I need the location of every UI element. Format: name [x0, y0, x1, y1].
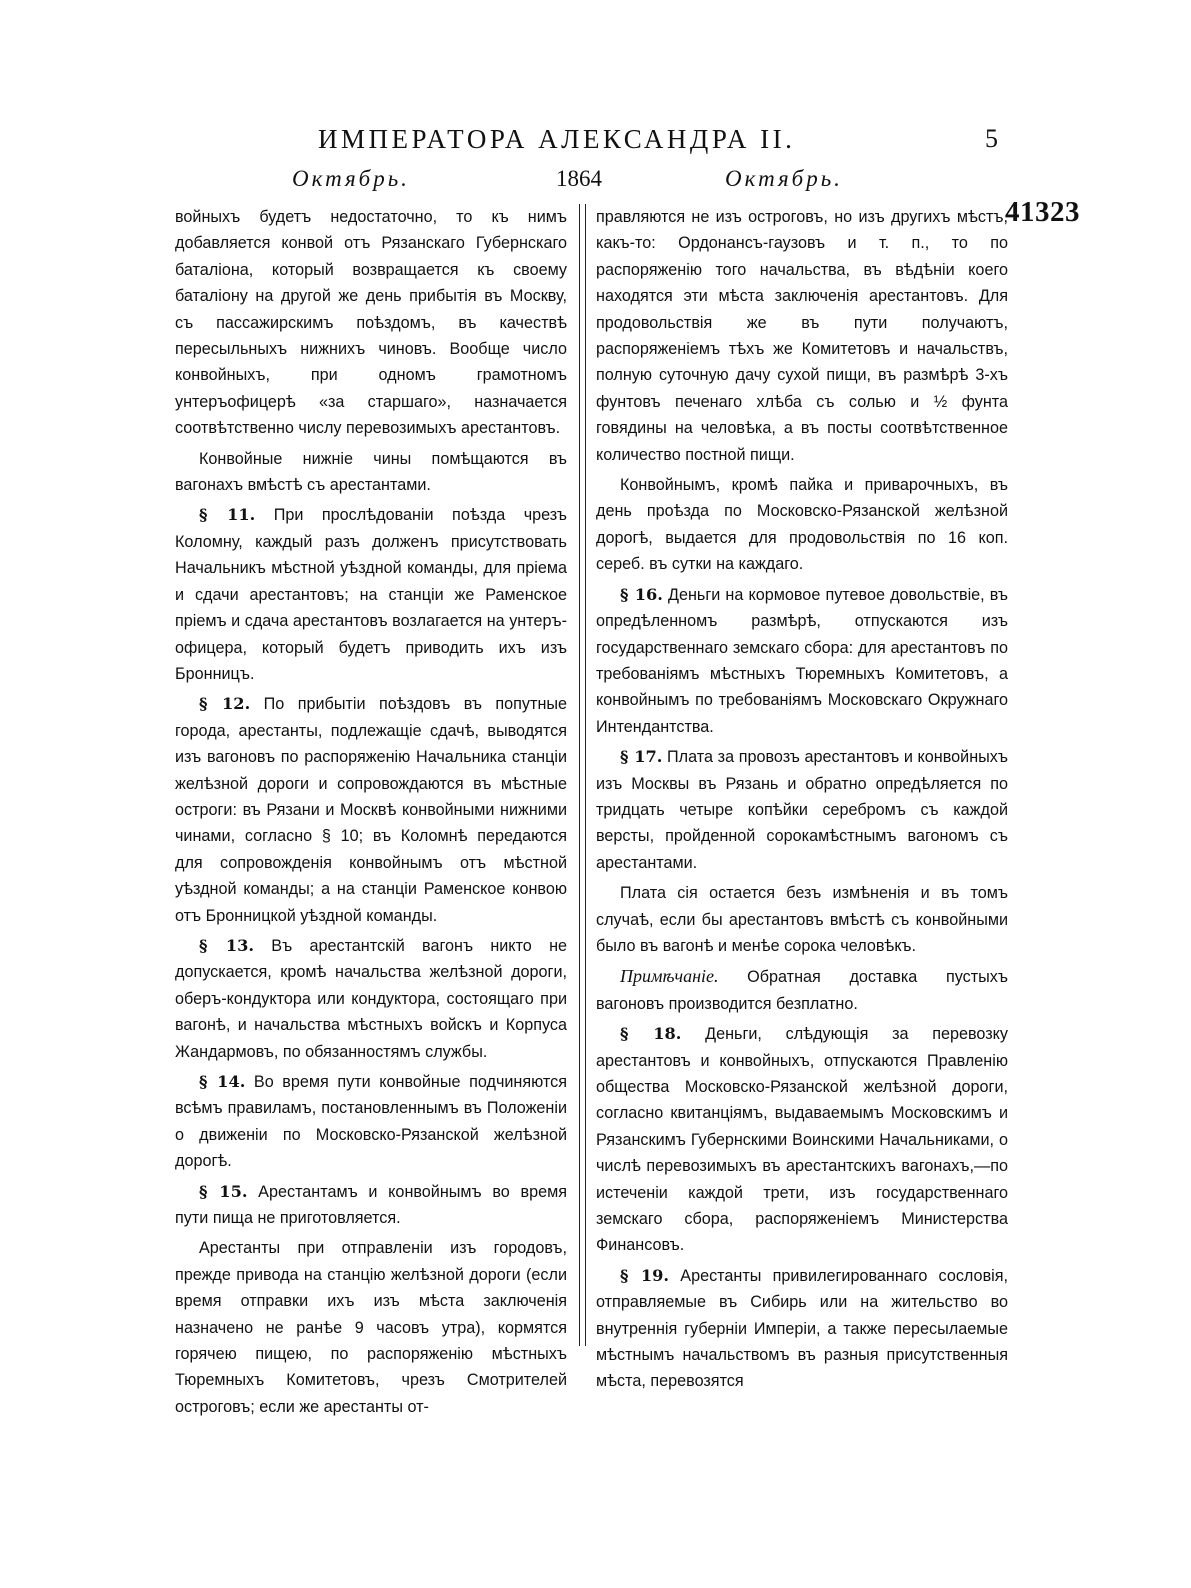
- right-column: [596, 204, 1008, 1399]
- section-11: [175, 502, 567, 687]
- section-text: Арестанты привилегированнаго сословія, отправляемые въ Сибирь или на жительство во внутреннія губерніи Имперіи, а также пересылаемые мѣстнымъ начальствомъ въ разныя присутственныя мѣста, перевозятся: [596, 1266, 1009, 1391]
- note: [596, 963, 1008, 1017]
- note-text: Обратная доставка пустыхъ вагоновъ производится безплатно.: [596, 968, 1008, 1013]
- section-14: [175, 1069, 567, 1175]
- month-right: Октябрь.: [725, 166, 843, 191]
- section-text: Арестантамъ и конвойнымъ во время пути пища не приготовляется.: [175, 1182, 567, 1228]
- section-number: § 16.: [620, 584, 663, 604]
- section-number: § 13.: [199, 935, 255, 955]
- section-number: § 17.: [620, 747, 663, 767]
- section-text: По прибытіи поѣздовъ въ попутные города, арестанты, подлежащіе сдачѣ, выводятся изъ вагоновъ по распоряженію Начальника станціи желѣзной дороги и сопровождаются въ мѣстные остроги: въ Рязани и Москвѣ конвойными нижними чинами, согласно § 10; въ Коломнѣ передаются для сопровожденія конвойнымъ отъ мѣстной уѣздной команды; а на станціи Раменское конвою отъ Бронницкой уѣздной команды.: [175, 695, 568, 925]
- running-header: [0, 124, 1191, 164]
- paragraph: Арестанты при отправленіи изъ городовъ, прежде привода на станцію желѣзной дороги (если время отправки ихъ изъ мѣста заключенія назначено не ранѣе 9 часовъ утра), кормятся горячею пищею, по распоряженію мѣстныхъ Тюремныхъ Комитетовъ, чрезъ Смотрителей остроговъ; если же арестанты от-: [175, 1239, 567, 1416]
- paragraph: Конвойные нижніе чины помѣщаются въ вагонахъ вмѣстѣ съ арестантами.: [175, 449, 567, 495]
- section-number: § 14.: [199, 1072, 246, 1091]
- section-number: § 12.: [199, 694, 251, 714]
- page-number: 5: [985, 124, 998, 153]
- section-16: [596, 582, 1008, 740]
- paragraph: Плата сія остается безъ измѣненія и въ томъ случаѣ, если бы арестантовъ вмѣстѣ съ конвойными было въ вагонѣ и менѣе сорока человѣкъ.: [596, 884, 1008, 955]
- section-number: § 18.: [620, 1024, 682, 1044]
- paragraph: правляются не изъ остроговъ, но изъ другихъ мѣстъ, какъ-то: Ордонансъ-гаузовъ и т. п., то по распоряженію того начальства, въ вѣдѣніи коего находятся эти мѣста заключенія арестантовъ. Для продовольствія же въ пути получаютъ, распоряженіемъ тѣхъ же Комитетовъ и начальствъ, полную суточную дачу сухой пищи, въ размѣрѣ 3-хъ фунтовъ печенаго хлѣба съ солью и ½ фунта говядины на человѣка, а въ посты соотвѣтственное количество постной пищи.: [596, 208, 1008, 464]
- section-19: [596, 1263, 1008, 1395]
- column-divider: [579, 204, 586, 1346]
- law-number: 41323: [1005, 196, 1080, 228]
- section-text: Деньги, слѣдующія за перевозку арестантовъ и конвойныхъ, отпускаются Правленію общества Московско-Рязанской желѣзной дороги, согласно квитанціямъ, выдаваемымъ Московскимъ и Рязанскимъ Губернскими Воинскими Начальниками, о числѣ перевозимыхъ въ арестантскихъ вагонахъ,—по истеченіи каждой трети, изъ государственнаго земскаго сбора, распоряженіемъ Министерства Финансовъ.: [596, 1025, 1009, 1255]
- section-13: [175, 933, 567, 1065]
- section-17: [596, 744, 1008, 876]
- left-column: [175, 204, 567, 1424]
- section-number: § 19.: [620, 1265, 670, 1285]
- paragraph: войныхъ будетъ недостаточно, то къ нимъ добавляется конвой отъ Рязанскаго Губернскаго баталіона, который возвращается къ своему баталіону на другой же день прибытія въ Москву, съ пассажирскимъ поѣздомъ, въ качествѣ пересыльныхъ нижнихъ чиновъ. Вообще число конвойныхъ, при одномъ грамотномъ унтеръофицерѣ «за старшаго», назначается соотвѣтственно числу перевозимыхъ арестантовъ.: [175, 208, 567, 438]
- section-15: [175, 1179, 567, 1232]
- note-label: Примѣчаніе.: [620, 966, 719, 987]
- date-line: [0, 166, 1191, 196]
- section-number: § 15.: [199, 1181, 248, 1201]
- paragraph: Конвойнымъ, кромѣ пайка и приварочныхъ, въ день проѣзда по Московско-Рязанской желѣзной дорогѣ, выдается для продовольствія по 16 коп. сереб. въ сутки на каждаго.: [596, 476, 1008, 574]
- page-title: ИМПЕРАТОРА АЛЕКСАНДРА II.: [318, 124, 796, 154]
- section-text: Плата за провозъ арестантовъ и конвойныхъ изъ Москвы въ Рязань и обратно опредѣляется по тридцать четыре копѣйки серебромъ съ каждой версты, пройденной сорокамѣстнымъ вагономъ съ арестантами.: [596, 748, 1008, 872]
- section-number: § 11.: [199, 505, 256, 525]
- section-18: [596, 1021, 1008, 1259]
- year: 1864: [556, 166, 602, 191]
- section-text: Деньги на кормовое путевое довольствіе, въ опредѣленномъ размѣрѣ, отпускаются изъ государственнаго земскаго сбора: для арестантовъ по требованіямъ мѣстныхъ Тюремныхъ Комитетовъ, а конвойнымъ по требованіямъ Московскаго Окружнаго Интендантства.: [596, 585, 1008, 736]
- section-text: Въ арестантскій вагонъ никто не допускается, кромѣ начальства желѣзной дороги, оберъ-кондуктора или кондуктора, состоящаго при вагонѣ, и начальства мѣстныхъ войскъ и Корпуса Жандармовъ, по обязанностямъ службы.: [175, 936, 568, 1061]
- section-text: При прослѣдованіи поѣзда чрезъ Коломну, каждый разъ долженъ присутствовать Начальникъ мѣстной уѣздной команды, для пріема и сдачи арестантовъ; на станціи же Раменское пріемъ и сдача арестантовъ возлагается на унтеръ-офицера, который будетъ приводить ихъ изъ Бронницъ.: [175, 506, 567, 683]
- month-left: Октябрь.: [292, 166, 410, 191]
- section-12: [175, 691, 567, 929]
- section-text: Во время пути конвойные подчиняются всѣмъ правиламъ, постановленнымъ въ Положеніи о движеніи по Московско-Рязанской желѣзной дорогѣ.: [175, 1073, 567, 1171]
